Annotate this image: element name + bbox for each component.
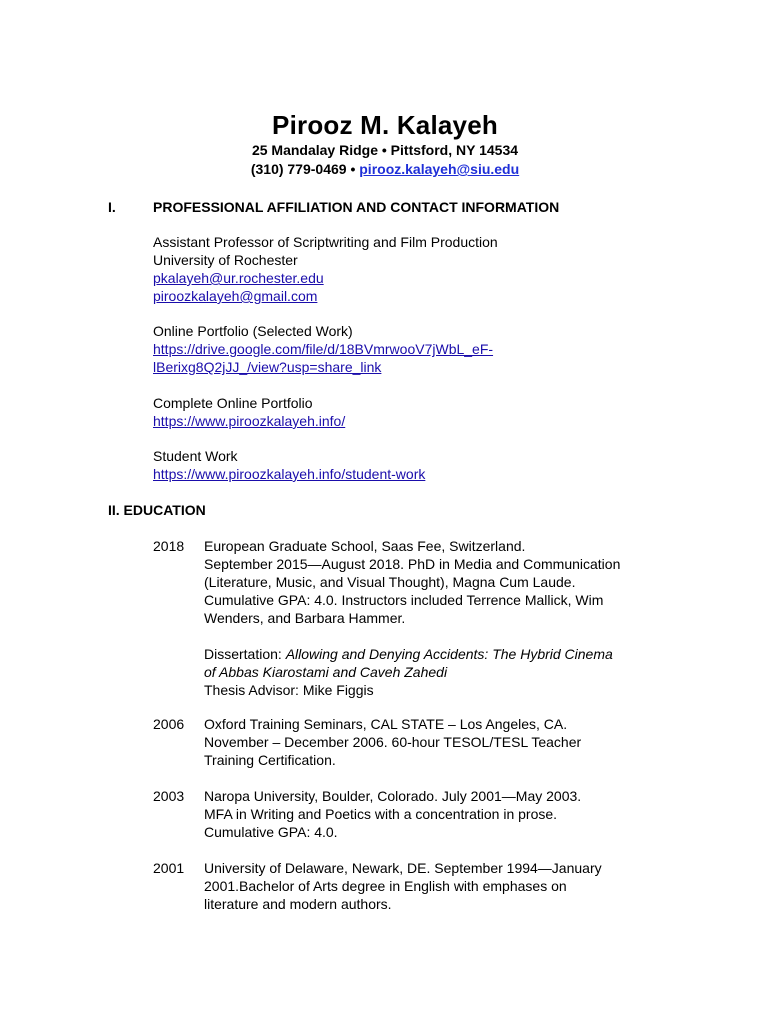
student-work-link[interactable]: https://www.piroozkalayeh.info/student-work [153,466,426,482]
education-entry [204,537,704,627]
affiliation-email-1[interactable]: pkalayeh@ur.rochester.edu [153,270,324,286]
education-line: Cumulative GPA: 4.0. Instructors included Terrence Mallick, Wim [204,592,604,608]
complete-portfolio-link[interactable]: https://www.piroozkalayeh.info/ [153,413,346,429]
cv-address: 25 Mandalay Ridge • Pittsford, NY 14534 [251,142,519,158]
education-line: 2001.Bachelor of Arts degree in English with emphases on [204,878,567,894]
portfolio-link-line-1[interactable]: https://drive.google.com/file/d/18BVmrwooV7jWbL_eF- [153,341,494,357]
dissertation-title-cont: of Abbas Kiarostami and Caveh Zahedi [204,664,448,680]
education-line: Training Certification. [204,752,336,768]
student-work-label: Student Work [153,448,238,464]
education-line: Cumulative GPA: 4.0. [204,824,338,840]
portfolio-block [153,322,713,376]
education-year: 2001 [153,860,185,876]
education-year: 2003 [153,788,185,804]
portfolio-link-line-2[interactable]: lBerixg8Q2jJJ_/view?usp=share_link [153,359,382,375]
section-1-title: PROFESSIONAL AFFILIATION AND CONTACT INFORMATION [153,199,560,215]
cv-email-link[interactable]: pirooz.kalayeh@siu.edu [359,161,520,177]
education-line: Wenders, and Barbara Hammer. [204,610,406,626]
section-2-title: II. EDUCATION [108,502,206,518]
student-work-block [153,447,713,483]
affiliation-position: Assistant Professor of Scriptwriting and Film Production [153,234,498,250]
cv-name: Pirooz M. Kalayeh [272,110,498,140]
portfolio-label: Online Portfolio (Selected Work) [153,323,353,339]
affiliation-email-2[interactable]: piroozkalayeh@gmail.com [153,288,318,304]
thesis-advisor: Thesis Advisor: Mike Figgis [204,682,374,698]
complete-portfolio-label: Complete Online Portfolio [153,395,313,411]
education-line: (Literature, Music, and Visual Thought), Magna Cum Laude. [204,574,576,590]
complete-portfolio-block [153,394,713,430]
education-entry [204,715,704,769]
affiliation-block [153,233,713,305]
dissertation-title: Allowing and Denying Accidents: The Hybrid Cinema [285,646,613,662]
education-line: literature and modern authors. [204,896,392,912]
affiliation-institution: University of Rochester [153,252,298,268]
education-entry [204,859,704,913]
education-line: Oxford Training Seminars, CAL STATE – Los Angeles, CA. [204,716,568,732]
cv-phone: (310) 779-0469 • [250,161,356,177]
education-line: November – December 2006. 60-hour TESOL/TESL Teacher [204,734,582,750]
dissertation-block [204,645,704,699]
section-1-number: I. [108,199,116,215]
cv-contact-line [0,161,770,177]
education-year: 2018 [153,538,185,554]
education-year: 2006 [153,716,185,732]
education-line: MFA in Writing and Poetics with a concentration in prose. [204,806,558,822]
education-line: Naropa University, Boulder, Colorado. July 2001—May 2003. [204,788,582,804]
education-line: University of Delaware, Newark, DE. September 1994—January [204,860,602,876]
education-entry [204,787,704,841]
dissertation-label: Dissertation: [204,646,286,662]
education-line: September 2015—August 2018. PhD in Media and Communication [204,556,621,572]
education-line: European Graduate School, Saas Fee, Switzerland. [204,538,526,554]
